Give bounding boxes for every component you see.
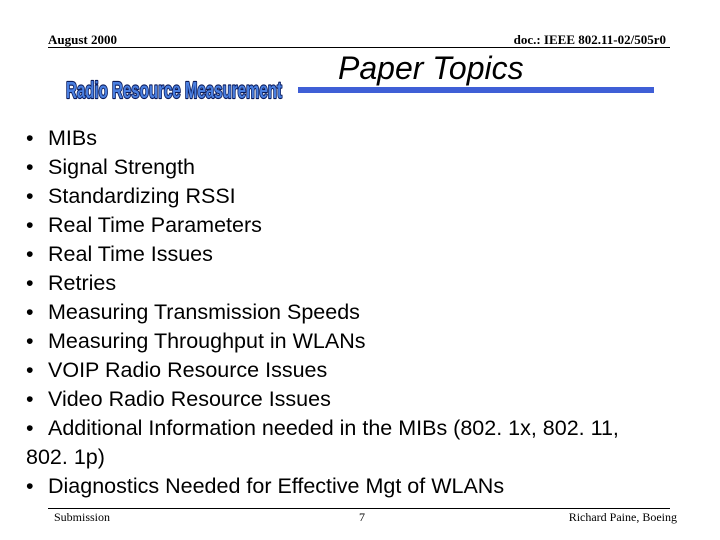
bullet-marker: • (26, 213, 34, 237)
bullet-marker: • (26, 271, 34, 295)
footer-divider (48, 508, 670, 509)
list-item: • VOIP Radio Resource Issues (26, 356, 706, 385)
bullet-marker: • (26, 474, 34, 498)
header-date: August 2000 (48, 32, 117, 47)
slide-title: Paper Topics (338, 50, 524, 86)
list-item: • Diagnostics Needed for Effective Mgt of WLANs (26, 472, 706, 501)
radio-resource-measurement-logo (64, 74, 286, 104)
list-item: • Measuring Throughput in WLANs (26, 327, 706, 356)
list-item: • Additional Information needed in the MIBs (802. 1x, 802. 11, (26, 414, 706, 443)
list-item: • Measuring Transmission Speeds (26, 298, 706, 327)
bullet-marker: • (26, 242, 34, 266)
list-item: • Signal Strength (26, 153, 706, 182)
bullet-marker: • (26, 329, 34, 353)
bullet-marker: • (26, 126, 34, 150)
logo-text: Radio Resource Measurement (66, 77, 283, 103)
bullet-marker: • (26, 358, 34, 382)
logo-graphic (64, 74, 286, 104)
topic-list (26, 124, 706, 501)
list-item: • Standardizing RSSI (26, 182, 706, 211)
bullet-marker: • (26, 387, 34, 411)
bullet-marker: • (26, 300, 34, 324)
footer-submission: Submission (54, 510, 111, 524)
bullet-marker: • (26, 155, 34, 179)
list-item-continuation: 802. 1p) (26, 445, 105, 469)
list-item: • Real Time Issues (26, 240, 706, 269)
list-item: • Video Radio Resource Issues (26, 385, 706, 414)
list-item: • Real Time Parameters (26, 211, 706, 240)
bullet-marker: • (26, 416, 34, 440)
list-item: • Retries (26, 269, 706, 298)
page-number: 7 (359, 510, 365, 524)
footer-author: Richard Paine, Boeing (568, 510, 677, 524)
title-accent-bar (298, 87, 654, 93)
list-item: • MIBs (26, 124, 706, 153)
header-doc-id: doc.: IEEE 802.11-02/505r0 (513, 32, 666, 47)
bullet-marker: • (26, 184, 34, 208)
